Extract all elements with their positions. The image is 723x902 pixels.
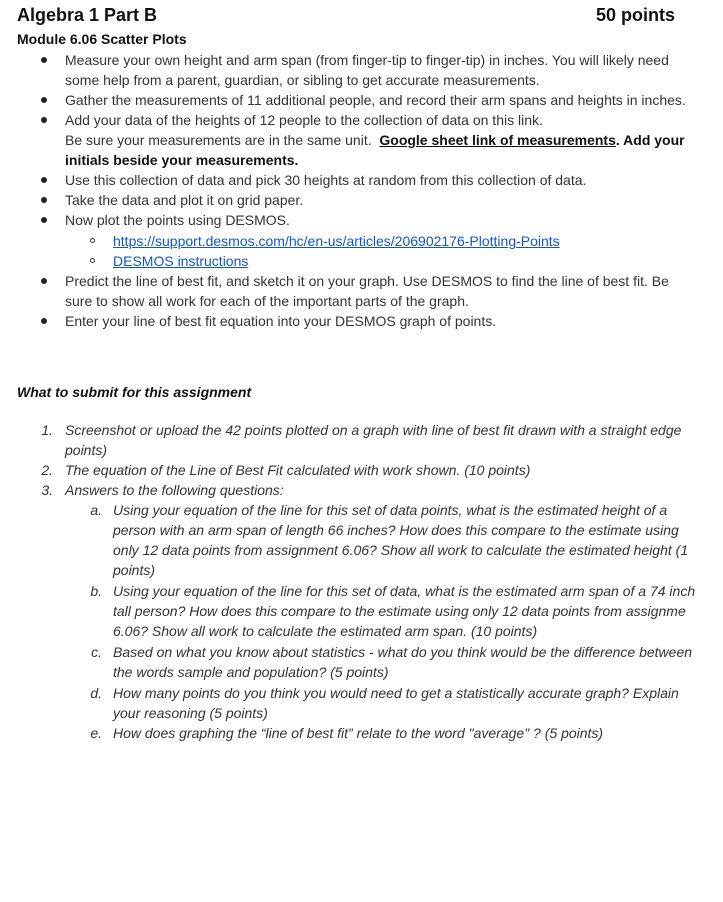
submit-item-line: Screenshot or upload the 42 points plotted on a graph with line of best fit drawn with a straight edge — [65, 422, 682, 438]
bullet-dot — [41, 318, 47, 324]
instruction-bold-text: . Add your — [615, 132, 685, 148]
submit-item-line: The equation of the Line of Best Fit calculated with work shown. (10 points) — [65, 462, 531, 478]
submit-heading: What to submit for this assignment — [17, 384, 252, 400]
bullet-dot — [41, 57, 47, 63]
submit-item-line: points) — [65, 442, 108, 458]
bullet-dot — [41, 278, 47, 284]
title-row — [17, 5, 717, 27]
google-sheet-link[interactable]: Google sheet link of measurements — [379, 132, 616, 148]
bullet-dot — [41, 117, 47, 123]
instruction-line: Add your data of the heights of 12 people to the collection of data on this link. — [65, 112, 543, 128]
instruction-line: Gather the measurements of 11 additional people, and record their arm spans and heights in inches. — [65, 92, 686, 108]
list-number: 2. — [41, 462, 53, 478]
sub-list-letter: a. — [90, 502, 102, 518]
question-line: tall person? How does this compare to the estimate using only 12 data points from assignme — [113, 603, 686, 619]
instruction-line: Now plot the points using DESMOS. — [65, 212, 290, 228]
instruction-line: sure to show all work for each of the important parts of the graph. — [65, 293, 469, 309]
bullet-dot — [41, 177, 47, 183]
question-line: points) — [113, 562, 156, 578]
question-line: person with an arm span of length 66 inches? How does this compare to the estimate using — [113, 522, 679, 538]
instruction-line: Take the data and plot it on grid paper. — [65, 192, 304, 208]
sub-list-letter: e. — [90, 725, 102, 741]
instruction-line: Use this collection of data and pick 30 heights at random from this collection of data. — [65, 172, 587, 188]
question-line: How does graphing the “line of best fit” relate to the word "average" ? (5 points) — [113, 725, 604, 741]
module-heading: Module 6.06 Scatter Plots — [17, 31, 187, 47]
instruction-line: initials beside your measurements. — [65, 152, 299, 168]
list-number: 3. — [41, 482, 53, 498]
question-line: Using your equation of the line for this set of data, what is the estimated arm span of a 74 inch — [113, 583, 696, 599]
question-line: your reasoning (5 points) — [113, 705, 268, 721]
sub-bullet-line — [113, 251, 248, 271]
list-number: 1. — [41, 422, 53, 438]
question-line: only 12 data points from assignment 6.06? Show all work to calculate the estimated height (1 — [113, 542, 689, 558]
bullet-dot — [41, 197, 47, 203]
instruction-line: Measure your own height and arm span (from finger-tip to finger-tip) in inches. You will likely need — [65, 52, 669, 68]
question-line: 6.06? Show all work to calculate the estimated arm span. (10 points) — [113, 623, 538, 639]
instruction-line: Enter your line of best fit equation into your DESMOS graph of points. — [65, 313, 497, 329]
document-title: Algebra 1 Part B — [17, 5, 158, 25]
points-total: 50 points — [596, 5, 676, 25]
instruction-line: Predict the line of best fit, and sketch it on your graph. Use DESMOS to find the line of best fit. Be — [65, 273, 669, 289]
question-line: the words sample and population? (5 points) — [113, 664, 389, 680]
submit-item-line: Answers to the following questions: — [65, 482, 284, 498]
instruction-text: Be sure your measurements are in the same unit. — [65, 132, 372, 148]
question-line: Based on what you know about statistics - what do you think would be the difference between — [113, 644, 693, 660]
desmos-support-link[interactable]: https://support.desmos.com/hc/en-us/articles/206902176-Plotting-Points — [113, 233, 560, 249]
instruction-line — [65, 130, 685, 150]
sub-bullet-circle — [90, 238, 95, 243]
sub-bullet-circle — [90, 258, 95, 263]
question-line: How many points do you think you would need to get a statistically accurate graph? Explain — [113, 685, 679, 701]
desmos-instructions-link[interactable]: DESMOS instructions — [113, 253, 249, 269]
sub-list-letter: d. — [90, 685, 102, 701]
sub-list-letter: b. — [90, 583, 102, 599]
question-line: Using your equation of the line for this set of data points, what is the estimated height of a — [113, 502, 668, 518]
instruction-line: some help from a parent, guardian, or sibling to get accurate measurements. — [65, 72, 540, 88]
bullet-dot — [41, 217, 47, 223]
sub-list-letter: c. — [91, 644, 102, 660]
sub-bullet-line — [113, 231, 560, 251]
bullet-dot — [41, 97, 47, 103]
